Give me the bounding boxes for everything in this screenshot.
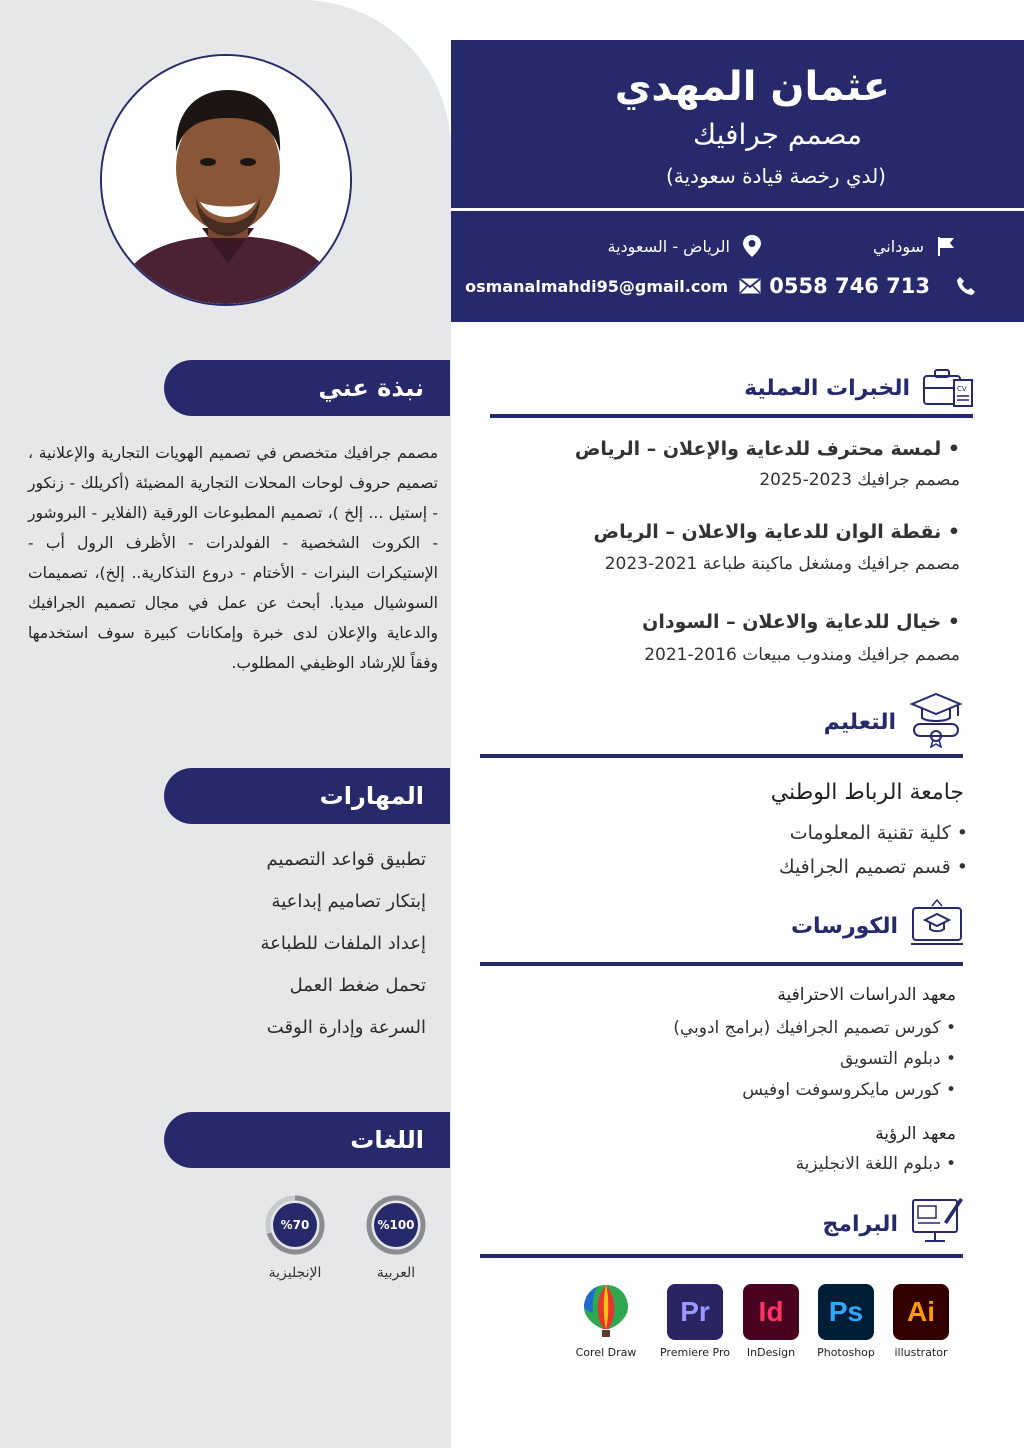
software-label: Photoshop	[817, 1346, 875, 1359]
software-label: InDesign	[746, 1346, 796, 1359]
email-info[interactable]	[465, 274, 762, 298]
job-title: مصمم جرافيك	[693, 118, 862, 151]
experience-company: • نقطة الوان للدعاية والاعلان – الرياض	[593, 521, 960, 543]
phone-info[interactable]	[769, 274, 978, 298]
graduation-cap-icon	[908, 690, 964, 752]
email-address[interactable]: osmanalmahdi95@gmail.com	[465, 276, 728, 296]
software-label: Corel Draw	[575, 1346, 637, 1359]
nationality-text: سوداني	[872, 236, 924, 256]
indesign-icon: Id	[743, 1284, 799, 1340]
premiere-icon: Pr	[667, 1284, 723, 1340]
software-title: البرامج	[822, 1212, 898, 1237]
institute-name: معهد الدراسات الاحترافية	[777, 985, 956, 1005]
skill-item: تحمل ضغط العمل	[289, 975, 426, 996]
location-text: الرياض - السعودية	[607, 236, 730, 256]
nationality-info	[873, 234, 958, 258]
language-name: العربية	[376, 1265, 416, 1281]
education-item: • كلية تقنية المعلومات	[789, 822, 968, 844]
experience-company: • لمسة محترف للدعاية والإعلان – الرياض	[574, 438, 960, 460]
course-item: • دبلوم اللغة الانجليزية	[795, 1154, 956, 1174]
experience-title: الخبرات العملية	[744, 376, 910, 401]
course-item: • كورس مايكروسوفت اوفيس	[742, 1080, 956, 1100]
university-name: جامعة الرباط الوطني	[770, 780, 964, 805]
software-indesign	[743, 1284, 801, 1359]
language-arabic	[366, 1195, 426, 1281]
experience-role: مصمم جرافيك ومشغل ماكينة طباعة 2021-2023	[604, 554, 960, 574]
software-premiere	[659, 1284, 731, 1359]
skills-title: المهارات	[319, 782, 424, 810]
about-text: مصمم جرافيك متخصص في تصميم الهويات التجارية والإعلانية ، تصميم حروف لوحات المحلات التجارية المضيئة (أكريلك - زنكور - إستيل ... إلخ )، تصميم المطبوعات الورقية (الفلاير - البروشور - الكروت الشخصية - الفولدرات - الأظرف الرول أب - الإستيكرات البنرات - الأختام - دروع التذكارية.. إلخ)، تصميمات السوشيال ميديا. أبحث عن عمل في مجال تصميم الجرافيك والدعاية والإعلان لدى خبرة وإمكانات كبيرة سوف استخدمها وفقاً للإرشاد الوظيفي المطلوب.	[28, 444, 438, 672]
design-monitor-icon	[910, 1192, 964, 1250]
phone-number[interactable]: 0558 746 713	[769, 274, 930, 298]
phone-icon	[954, 274, 978, 298]
license-note: (لدي رخصة قيادة سعودية)	[665, 164, 886, 188]
location-pin-icon	[740, 234, 764, 258]
about-title: نبذة عني	[318, 374, 424, 402]
courses-title: الكورسات	[790, 914, 898, 939]
illustrator-icon: Ai	[893, 1284, 949, 1340]
languages-title: اللغات	[350, 1126, 424, 1154]
education-item: • قسم تصميم الجرافيك	[778, 856, 968, 878]
language-percent: %70	[280, 1218, 310, 1232]
education-divider	[480, 754, 963, 758]
experience-role: مصمم جرافيك ومندوب مبيعات 2016-2021	[644, 645, 960, 665]
corel-balloon-icon	[578, 1284, 634, 1340]
institute-name: معهد الرؤية	[875, 1124, 956, 1144]
about-heading	[164, 360, 450, 416]
experience-divider	[490, 414, 973, 418]
software-photoshop	[817, 1284, 876, 1359]
skill-item: إبتكار تصاميم إبداعية	[271, 891, 426, 912]
software-divider	[480, 1254, 963, 1258]
experience-role: مصمم جرافيك 2023-2025	[759, 470, 960, 490]
courses-divider	[480, 962, 963, 966]
course-item: • دبلوم التسويق	[840, 1049, 956, 1069]
skill-item: تطبيق قواعد التصميم	[266, 849, 426, 870]
language-english	[265, 1195, 325, 1281]
location-info	[608, 234, 765, 258]
software-label: illustrator	[894, 1346, 948, 1359]
header-divider	[451, 208, 1024, 211]
profile-photo	[100, 54, 352, 306]
software-coreldraw	[575, 1284, 637, 1359]
photoshop-icon: Ps	[818, 1284, 874, 1340]
envelope-icon	[738, 274, 762, 298]
languages-heading	[164, 1112, 450, 1168]
software-illustrator	[893, 1284, 951, 1359]
language-level-ring	[265, 1195, 325, 1255]
header-banner	[451, 40, 1024, 322]
experience-company: • خيال للدعاية والاعلان – السودان	[642, 611, 960, 633]
education-title: التعليم	[823, 710, 896, 735]
language-name: الإنجليزية	[268, 1265, 322, 1281]
cv-briefcase-icon	[922, 366, 974, 414]
flag-icon	[934, 234, 958, 258]
language-percent: %100	[377, 1218, 415, 1232]
course-item: • كورس تصميم الجرافيك (برامج ادوبي)	[673, 1018, 956, 1038]
svg-text:CV: CV	[957, 385, 967, 393]
online-course-icon	[910, 898, 964, 956]
skill-item: السرعة وإدارة الوقت	[266, 1017, 426, 1038]
skills-heading	[164, 768, 450, 824]
language-level-ring	[366, 1195, 426, 1255]
software-label: Premiere Pro	[659, 1346, 731, 1359]
skill-item: إعداد الملفات للطباعة	[260, 933, 426, 954]
candidate-name: عثمان المهدي	[614, 64, 890, 110]
